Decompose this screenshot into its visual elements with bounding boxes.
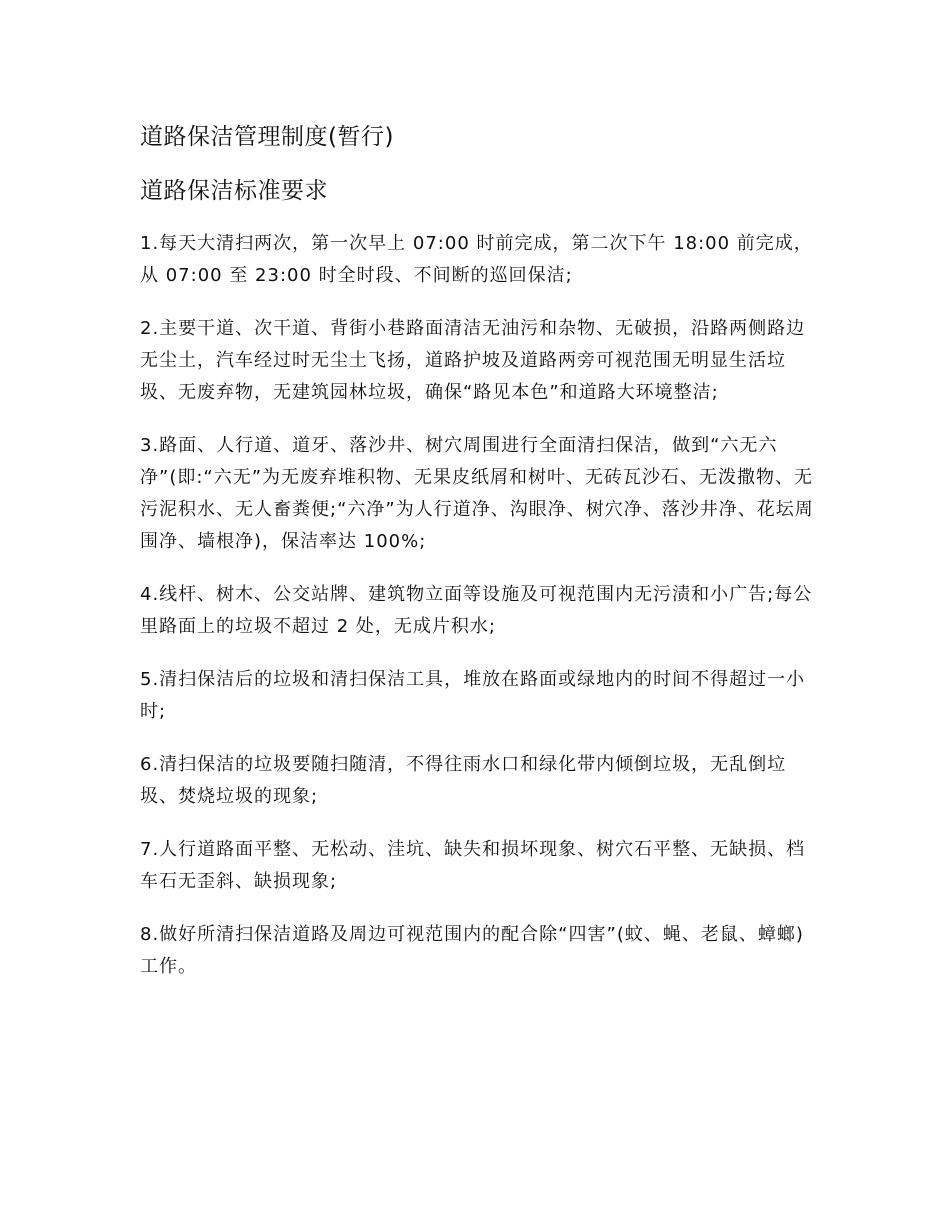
paragraph-item-8: 8.做好所清扫保洁道路及周边可视范围内的配合除“四害”(蚊、蝇、老鼠、蟑螂)工作。 bbox=[140, 924, 804, 977]
paragraph-item-1: 1.每天大清扫两次，第一次早上 07:00 时前完成，第二次下午 18:00 前完成，从 07:00 至 23:00 时全时段、不间断的巡回保洁; bbox=[140, 233, 813, 286]
paragraph-item-2: 2.主要干道、次干道、背街小巷路面清洁无油污和杂物、无破损，沿路两侧路边无尘土，汽车经过时无尘土飞扬，道路护坡及道路两旁可视范围无明显生活垃圾、无废弃物，无建筑园林垃圾，确保“路见本色”和道路大环境整洁; bbox=[140, 318, 806, 403]
paragraph-item-3: 3.路面、人行道、道牙、落沙井、树穴周围进行全面清扫保洁，做到“六无六净”(即:“六无”为无废弃堆积物、无果皮纸屑和树叶、无砖瓦沙石、无泼撒物、无污泥积水、无人畜粪便;“六净”为人行道净、沟眼净、树穴净、落沙井净、花坛周围净、墙根净)，保洁率达 100%; bbox=[140, 435, 814, 552]
document-page bbox=[140, 120, 815, 1004]
paragraph-item-4: 4.线杆、树木、公交站牌、建筑物立面等设施及可视范围内无污渍和小广告;每公里路面上的垃圾不超过 2 处，无成片积水; bbox=[140, 584, 813, 637]
paragraph-item-7: 7.人行道路面平整、无松动、洼坑、缺失和损坏现象、树穴石平整、无缺损、档车石无歪斜、缺损现象; bbox=[140, 839, 806, 892]
section-heading: 道路保洁标准要求 bbox=[140, 178, 328, 204]
paragraph-item-5: 5.清扫保洁后的垃圾和清扫保洁工具，堆放在路面或绿地内的时间不得超过一小时; bbox=[140, 669, 806, 722]
paragraph-item-6: 6.清扫保洁的垃圾要随扫随清，不得往雨水口和绿化带内倾倒垃圾，无乱倒垃圾、焚烧垃圾的现象; bbox=[140, 754, 787, 807]
document-title: 道路保洁管理制度(暂行) bbox=[140, 124, 394, 150]
